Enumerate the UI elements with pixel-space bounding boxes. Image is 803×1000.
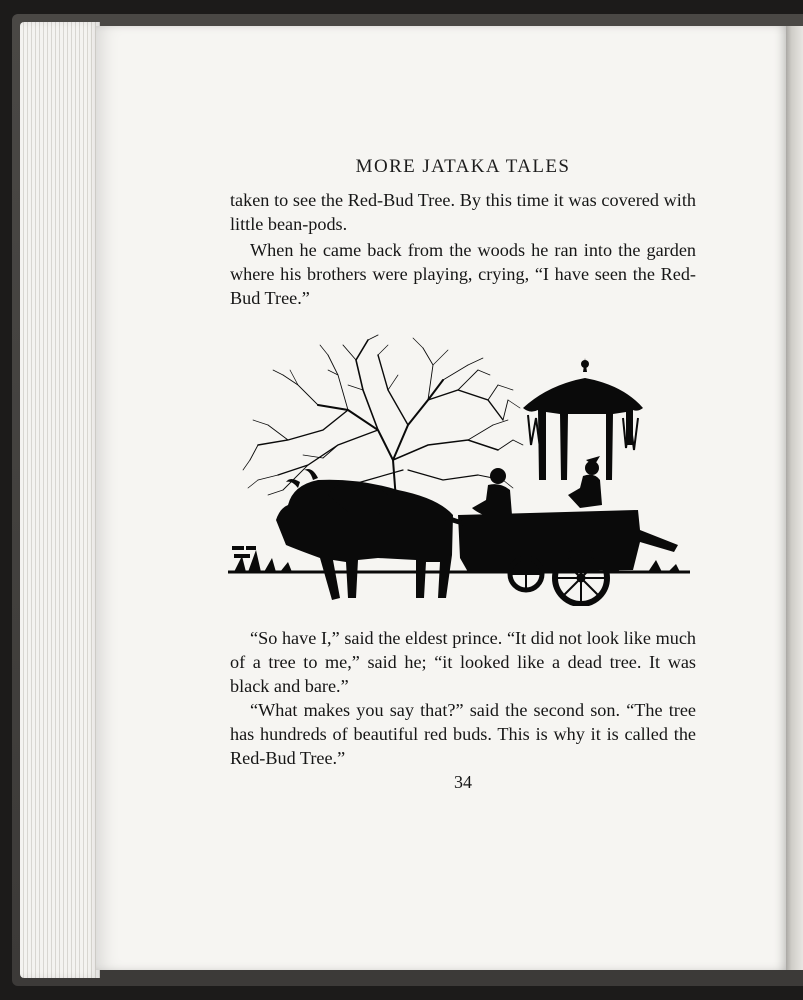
paragraph-1: taken to see the Red-Bud Tree. By this time it was covered with little bean-pods.: [230, 190, 696, 234]
ox-pair-icon: [276, 469, 453, 600]
paragraph-3: “So have I,” said the eldest prince. “It did not look like much of a tree to me,” said he; “it looked like a dead tree. It was black and bare.”: [230, 628, 696, 696]
silhouette-illustration: [228, 330, 698, 606]
paragraph-2: When he came back from the woods he ran into the garden where his brothers were playing, crying, “I have seen the Red-Bud Tree.”: [230, 240, 696, 308]
running-head: MORE JATAKA TALES: [355, 156, 571, 177]
paragraph-4: “What makes you say that?” said the second son. “The tree has hundreds of beautiful red buds. This is why it is called the Red-Bud Tree.”: [230, 700, 696, 768]
page-edges: [20, 22, 100, 978]
bare-tree-icon: [243, 335, 523, 508]
riders-icon: [472, 456, 602, 518]
ox-cart-silhouette: [228, 330, 698, 606]
artist-signature: [232, 546, 256, 558]
book-spine-edge: [784, 26, 803, 970]
page-number: 34: [454, 772, 472, 792]
cart-canopy-icon: [523, 358, 643, 480]
